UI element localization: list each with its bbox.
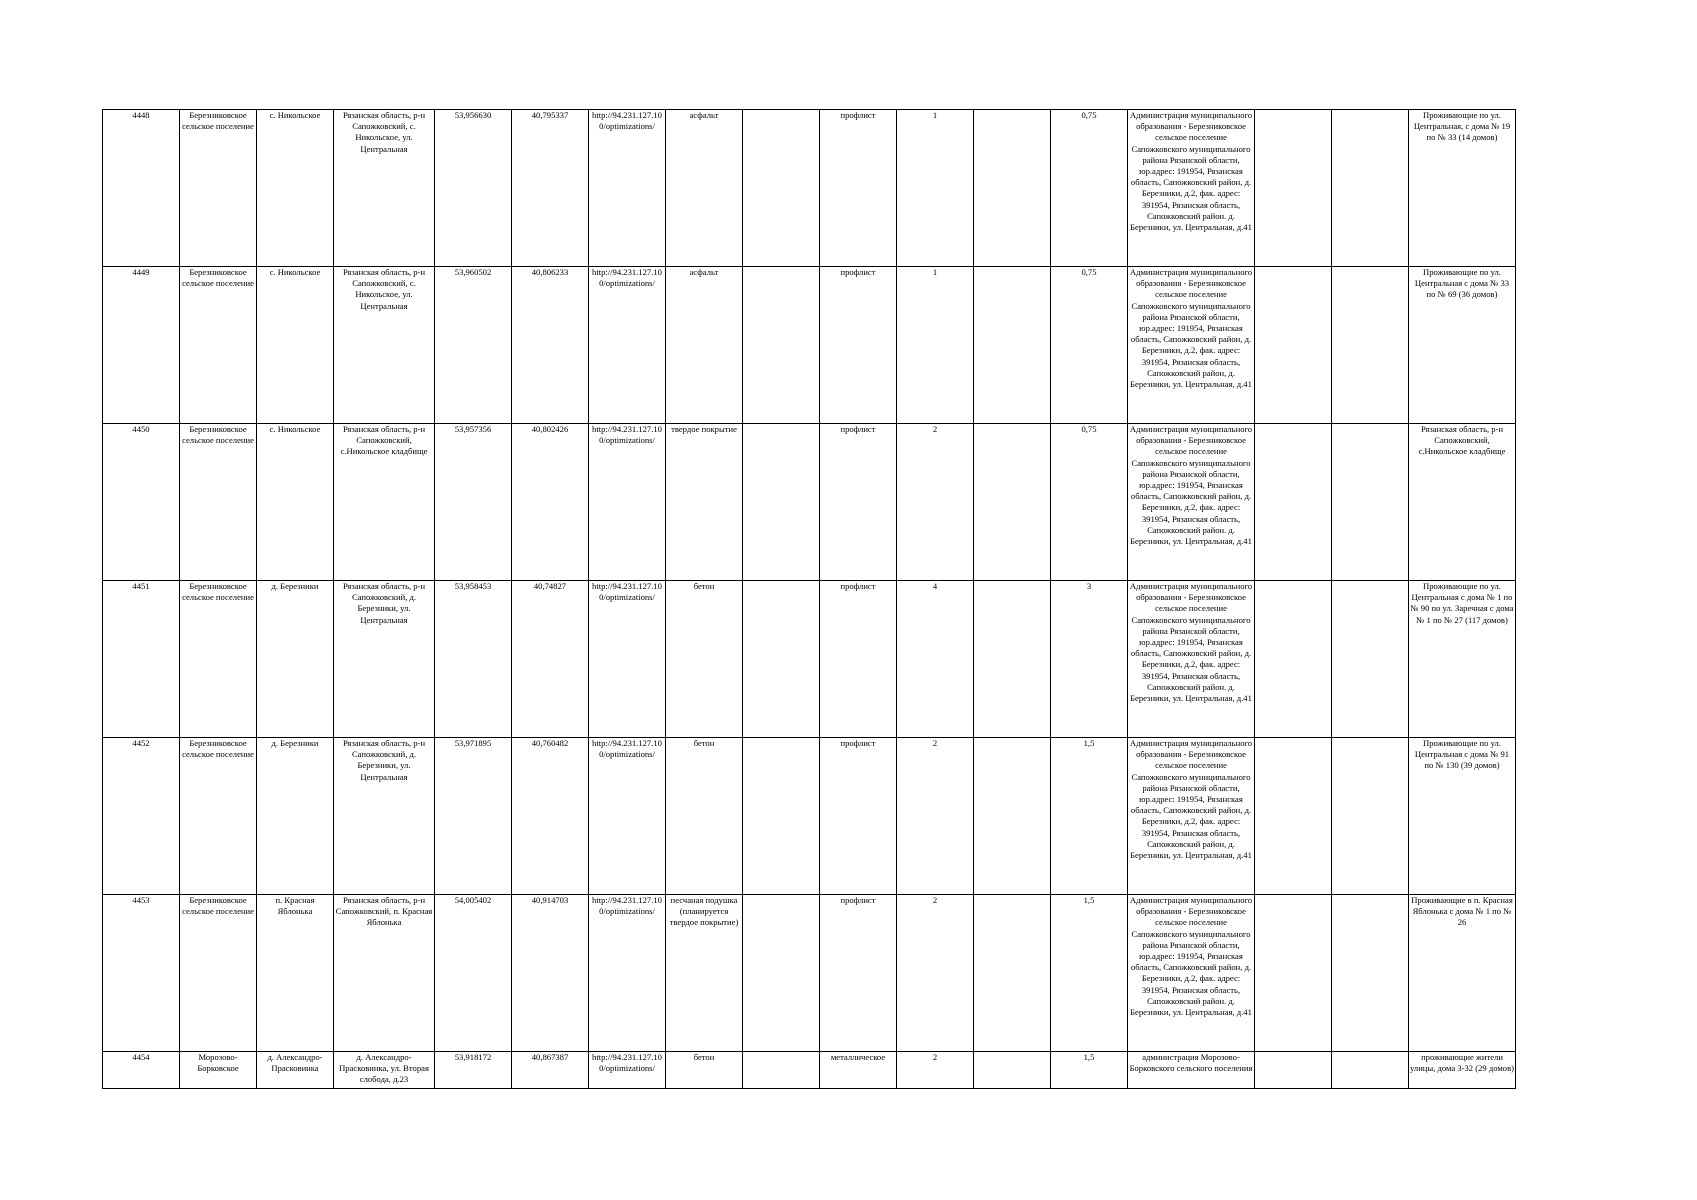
surface-type-cell: асфальт — [666, 267, 743, 424]
owner-info-cell: Администрация муниципального образования - Березниковское сельское поселение Сапожковского муниципального района Рязанской области, юр.адрес: 191954, Рязанская область, Сапожковский район, д. Березники, д.2, фак. адрес: 391954, Рязанская область, Сапожковский район, д. Березники, ул. Центральная, д.41 — [1128, 267, 1255, 424]
empty-cell — [1255, 581, 1332, 738]
container-volume-cell: 0,75 — [1051, 424, 1128, 581]
registry-body — [103, 110, 1516, 1089]
longitude-cell: 40,867387 — [512, 1052, 589, 1089]
owner-info-cell: Администрация муниципального образования - Березниковское сельское поселение Сапожковского муниципального района Рязанской области, юр.адрес: 191954, Рязанская область, Сапожковский район, д. Березники, д.2, фак. адрес: 391954, Рязанская область, Сапожковский район. д. Березники, ул. Центральная, д.41 — [1128, 581, 1255, 738]
fence-material-cell: профлист — [820, 424, 897, 581]
container-count-cell: 2 — [897, 424, 974, 581]
settlement-cell: Березниковское сельское поселение — [180, 895, 257, 1052]
empty-cell — [1332, 1052, 1409, 1089]
empty-cell — [974, 581, 1051, 738]
empty-cell — [974, 424, 1051, 581]
owner-info-cell: Администрация муниципального образования - Березниковское сельское поселение Сапожковского муниципального района Рязанской области, юр.адрес: 191954, Рязанская область, Сапожковский район, д. Березники, д.2, фак. адрес: 391954, Рязанская область, Сапожковский район. д. Березники, ул. Центральная, д.41 — [1128, 895, 1255, 1052]
map-link-cell: http://94.231.127.10 0/optimizations/ — [589, 110, 666, 267]
waste-sources-cell: Проживающие по ул. Центральная с дома № 1 по № 90 по ул. Заречная с дома № 1 по № 27 (117 домов) — [1409, 581, 1516, 738]
fence-material-cell: профлист — [820, 110, 897, 267]
settlement-cell: Березниковское сельское поселение — [180, 110, 257, 267]
locality-cell: с. Никольское — [257, 110, 334, 267]
longitude-cell: 40,802426 — [512, 424, 589, 581]
surface-type-cell: бетон — [666, 581, 743, 738]
latitude-cell: 53,957356 — [435, 424, 512, 581]
table-row — [103, 895, 1516, 1052]
address-cell: Рязанская область, р-н Сапожковский, с. Никольское, ул. Центральная — [334, 110, 435, 267]
latitude-cell: 53,958453 — [435, 581, 512, 738]
empty-cell — [743, 267, 820, 424]
empty-cell — [1332, 895, 1409, 1052]
longitude-cell: 40,74827 — [512, 581, 589, 738]
table-row — [103, 1052, 1516, 1089]
empty-cell — [974, 110, 1051, 267]
empty-cell — [743, 738, 820, 895]
fence-material-cell: профлист — [820, 895, 897, 1052]
empty-cell — [743, 581, 820, 738]
container-volume-cell: 1,5 — [1051, 738, 1128, 895]
surface-type-cell: песчаная подушка (планируется твердое покрытие) — [666, 895, 743, 1052]
container-count-cell: 2 — [897, 895, 974, 1052]
waste-sources-cell: Рязанская область, р-н Сапожковский, с.Никольское кладбище — [1409, 424, 1516, 581]
owner-info-cell: администрация Морозово-Борковского сельского поселения — [1128, 1052, 1255, 1089]
empty-cell — [1255, 895, 1332, 1052]
locality-cell: д. Березники — [257, 738, 334, 895]
container-count-cell: 2 — [897, 738, 974, 895]
latitude-cell: 53,971895 — [435, 738, 512, 895]
locality-cell: д. Александро-Прасковинка — [257, 1052, 334, 1089]
empty-cell — [1332, 110, 1409, 267]
empty-cell — [1332, 267, 1409, 424]
container-volume-cell: 0,75 — [1051, 110, 1128, 267]
latitude-cell: 53,918172 — [435, 1052, 512, 1089]
longitude-cell: 40,806233 — [512, 267, 589, 424]
empty-cell — [1255, 110, 1332, 267]
waste-sources-cell: Проживающие в п. Красная Яблонька с дома № 1 по № 26 — [1409, 895, 1516, 1052]
table-row — [103, 738, 1516, 895]
empty-cell — [743, 895, 820, 1052]
longitude-cell: 40,914703 — [512, 895, 589, 1052]
address-cell: Рязанская область, р-н Сапожковский, п. Красная Яблонька — [334, 895, 435, 1052]
container-count-cell: 4 — [897, 581, 974, 738]
fence-material-cell: профлист — [820, 738, 897, 895]
row-number-cell: 4448 — [103, 110, 180, 267]
empty-cell — [1332, 738, 1409, 895]
waste-sources-cell: Проживающие по ул. Центральная с дома № 33 по № 69 (36 домов) — [1409, 267, 1516, 424]
table-row — [103, 110, 1516, 267]
container-volume-cell: 3 — [1051, 581, 1128, 738]
locality-cell: п. Красная Яблонька — [257, 895, 334, 1052]
empty-cell — [743, 424, 820, 581]
address-cell: Рязанская область, р-н Сапожковский, с.Никольское кладбище — [334, 424, 435, 581]
fence-material-cell: профлист — [820, 581, 897, 738]
waste-sites-registry-table — [102, 109, 1516, 1089]
row-number-cell: 4450 — [103, 424, 180, 581]
address-cell: Рязанская область, р-н Сапожковский, с. Никольское, ул. Центральная — [334, 267, 435, 424]
empty-cell — [743, 110, 820, 267]
empty-cell — [1255, 424, 1332, 581]
longitude-cell: 40,760482 — [512, 738, 589, 895]
table-row — [103, 581, 1516, 738]
fence-material-cell: металлическое — [820, 1052, 897, 1089]
longitude-cell: 40,795337 — [512, 110, 589, 267]
table-row — [103, 267, 1516, 424]
map-link-cell: http://94.231.127.10 0/optimizations/ — [589, 1052, 666, 1089]
empty-cell — [1255, 738, 1332, 895]
latitude-cell: 53,956630 — [435, 110, 512, 267]
address-cell: д. Александро-Прасковинка, ул. Вторая слобода, д.23 — [334, 1052, 435, 1089]
settlement-cell: Березниковское сельское поселение — [180, 738, 257, 895]
locality-cell: с. Никольское — [257, 424, 334, 581]
map-link-cell: http://94.231.127.10 0/optimizations/ — [589, 424, 666, 581]
map-link-cell: http://94.231.127.10 0/optimizations/ — [589, 581, 666, 738]
owner-info-cell: Администрация муниципального образования - Березниковское сельское поселение Сапожковского муниципального района Рязанской области, юр.адрес: 191954, Рязанская область, Сапожковский район, д. Березники, д.2, фак. адрес: 391954, Рязанская область, Сапожковский район. д. Березники, ул. Центральная, д.41 — [1128, 110, 1255, 267]
latitude-cell: 54,005402 — [435, 895, 512, 1052]
empty-cell — [743, 1052, 820, 1089]
settlement-cell: Березниковское сельское поселение — [180, 267, 257, 424]
table-row — [103, 424, 1516, 581]
fence-material-cell: профлист — [820, 267, 897, 424]
address-cell: Рязанская область, р-н Сапожковский, д. Березники, ул. Центральная — [334, 738, 435, 895]
latitude-cell: 53,960502 — [435, 267, 512, 424]
surface-type-cell: бетон — [666, 738, 743, 895]
owner-info-cell: Администрация муниципального образования - Березниковское сельское поселение Сапожковского муниципального района Рязанской области, юр.адрес: 191954, Рязанская область, Сапожковский район, д. Березники, д.2, фак. адрес: 391954, Рязанская область, Сапожковский район. д. Березники, ул. Центральная, д.41 — [1128, 424, 1255, 581]
empty-cell — [974, 895, 1051, 1052]
container-count-cell: 1 — [897, 267, 974, 424]
empty-cell — [1332, 424, 1409, 581]
settlement-cell: Березниковское сельское поселение — [180, 581, 257, 738]
container-volume-cell: 0,75 — [1051, 267, 1128, 424]
container-volume-cell: 1,5 — [1051, 1052, 1128, 1089]
surface-type-cell: бетон — [666, 1052, 743, 1089]
owner-info-cell: Администрация муниципального образования - Березниковское сельское поселение Сапожковского муниципального района Рязанской области, юр.адрес: 191954, Рязанская область, Сапожковский район, д. Березники, д.2, фак. адрес: 391954, Рязанская область, Сапожковский район, д. Березники, ул. Центральная, д.41 — [1128, 738, 1255, 895]
empty-cell — [1332, 581, 1409, 738]
empty-cell — [974, 738, 1051, 895]
waste-sources-cell: Проживающие по ул. Центральная, с дома № 19 по № 33 (14 домов) — [1409, 110, 1516, 267]
settlement-cell: Березниковское сельское поселение — [180, 424, 257, 581]
empty-cell — [1255, 1052, 1332, 1089]
container-count-cell: 1 — [897, 110, 974, 267]
row-number-cell: 4452 — [103, 738, 180, 895]
waste-sources-cell: проживающие жители улицы, дома 3-32 (29 домов) — [1409, 1052, 1516, 1089]
container-count-cell: 2 — [897, 1052, 974, 1089]
empty-cell — [1255, 267, 1332, 424]
address-cell: Рязанская область, р-н Сапожковский, д. Березники, ул. Центральная — [334, 581, 435, 738]
locality-cell: с. Никольское — [257, 267, 334, 424]
surface-type-cell: твердое покрытие — [666, 424, 743, 581]
surface-type-cell: асфальт — [666, 110, 743, 267]
map-link-cell: http://94.231.127.10 0/optimizations/ — [589, 895, 666, 1052]
row-number-cell: 4454 — [103, 1052, 180, 1089]
map-link-cell: http://94.231.127.10 0/optimizations/ — [589, 738, 666, 895]
row-number-cell: 4449 — [103, 267, 180, 424]
map-link-cell: http://94.231.127.10 0/optimizations/ — [589, 267, 666, 424]
empty-cell — [974, 267, 1051, 424]
container-volume-cell: 1,5 — [1051, 895, 1128, 1052]
waste-sources-cell: Проживающие по ул. Центральная с дома № 91 по № 130 (39 домов) — [1409, 738, 1516, 895]
locality-cell: д. Березники — [257, 581, 334, 738]
settlement-cell: Морозово-Борковское — [180, 1052, 257, 1089]
row-number-cell: 4453 — [103, 895, 180, 1052]
row-number-cell: 4451 — [103, 581, 180, 738]
empty-cell — [974, 1052, 1051, 1089]
